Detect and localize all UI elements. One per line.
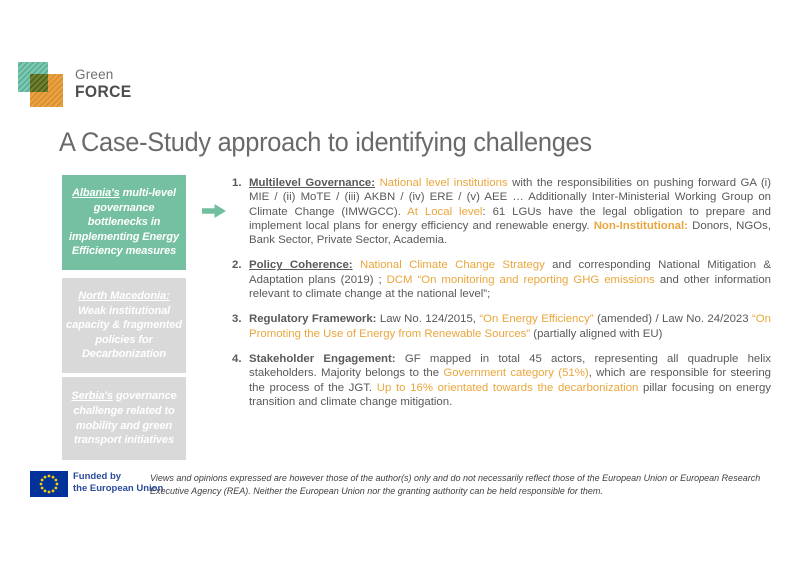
challenge-item-text xyxy=(249,352,771,409)
case-study-sidebar xyxy=(62,175,186,460)
rich-text-segment: Government category (51%) xyxy=(443,367,589,380)
slide-title: A Case-Study approach to identifying challenges xyxy=(59,127,592,157)
challenge-item-number: 2. xyxy=(232,259,242,272)
rich-text-segment: (amended) / Law No. 24/2023 xyxy=(593,313,752,326)
challenge-item-4 xyxy=(232,352,771,409)
rich-text-segment: with the responsibilities on pushing forward GA (i) MIE / (ii) MoTE / (iii) AKBN / (iv) ERE / (v) AEE … Additionally Inter-Ministerial Working Group on Climate Change (IMWGCC). xyxy=(249,177,771,218)
rich-text-segment xyxy=(353,259,360,271)
rich-text-segment: “On Promoting the Use of Energy from Renewable Sources” xyxy=(249,313,771,340)
case-study-box-text xyxy=(64,186,184,259)
rich-text-segment: Weak institutional capacity & fragmented policies for Decarbonization xyxy=(66,304,182,361)
rich-text-segment: Serbia's xyxy=(71,390,113,403)
funded-by-line2: the European Union xyxy=(73,483,164,494)
rich-text-segment: North Macedonia: xyxy=(78,290,170,303)
rich-text-segment: governance challenge related to mobility and green transport initiatives xyxy=(73,390,177,447)
rich-text-segment: and other information relevant to climate change at the national level”; xyxy=(249,273,772,301)
challenge-item-2 xyxy=(232,258,771,301)
eu-flag-icon xyxy=(30,471,68,497)
rich-text-segment: , which are responsible for steering the process of the JGT. xyxy=(249,367,771,394)
rich-text-segment: (partially aligned with EU) xyxy=(530,327,663,340)
rich-text-segment: National Climate Change Strategy xyxy=(359,259,545,272)
challenge-item-number: 3. xyxy=(232,313,242,326)
rich-text-segment: National level institutions xyxy=(379,177,508,189)
challenge-item-number: 1. xyxy=(232,177,242,189)
challenge-item-1 xyxy=(232,176,771,247)
rich-text-segment: pillar focusing on energy transition and climate change mitigation. xyxy=(249,381,772,408)
rich-text-segment: GF mapped in total 45 actors, representing all quadruple helix stakeholders. Majority belongs to the xyxy=(249,352,771,380)
rich-text-segment: Albania's xyxy=(72,187,120,200)
rich-text-segment: Multilevel Governance: xyxy=(249,177,376,189)
greenforce-logo xyxy=(18,60,137,108)
rich-text-segment: Regulatory Framework: xyxy=(249,313,377,326)
logo-word-force: FORCE xyxy=(75,82,132,102)
right-arrow-icon xyxy=(202,204,226,218)
challenges-list xyxy=(232,176,771,420)
case-study-box-2 xyxy=(62,278,186,373)
challenge-item-text xyxy=(249,176,771,247)
case-study-box-text xyxy=(64,389,184,447)
logo-word-green: Green xyxy=(75,66,114,82)
eu-disclaimer-text: Views and opinions expressed are however those of the author(s) only and do not necessarily reflect those of the European Union or European Research Executive Agency (REA). Neither the European Union nor the granting authority can be held responsible for them. xyxy=(150,473,761,496)
case-study-box-text xyxy=(64,289,184,362)
rich-text-segment: At Local level xyxy=(407,205,483,218)
rich-text-segment: Law No. 124/2015, xyxy=(376,313,480,326)
rich-text-segment: “On Energy Efficiency” xyxy=(479,313,594,326)
greenforce-logo-icon xyxy=(18,60,65,108)
greenforce-logo-text xyxy=(75,68,137,101)
rich-text-segment: Stakeholder Engagement: xyxy=(249,352,396,365)
funded-by-line1: Funded by xyxy=(73,471,122,482)
rich-text-segment: Donors, NGOs, Bank Sector, Private Sector, Academia. xyxy=(249,219,771,247)
rich-text-segment: and corresponding National Mitigation & Adaptation plans (2019) ; xyxy=(249,259,771,286)
challenge-item-text xyxy=(249,312,771,341)
case-study-box-1 xyxy=(62,175,186,270)
rich-text-segment: multi-level governance bottlenecks in implementing Energy Efficiency measures xyxy=(69,187,179,258)
challenge-item-text xyxy=(249,258,771,301)
challenge-item-3 xyxy=(232,312,771,341)
rich-text-segment: Non-Institutional: xyxy=(593,219,688,232)
case-study-box-3 xyxy=(62,377,186,460)
rich-text-segment: : 61 LGUs have the legal obligation to prepare and implement local plans for energy efficiency and renewable energy. xyxy=(249,205,771,232)
rich-text-segment: DCM “On monitoring and reporting GHG emissions xyxy=(386,273,655,286)
rich-text-segment: Policy Coherence: xyxy=(249,259,353,272)
challenge-item-number: 4. xyxy=(232,352,242,365)
rich-text-segment: Up to 16% orientated towards the decarbonization xyxy=(376,381,639,394)
